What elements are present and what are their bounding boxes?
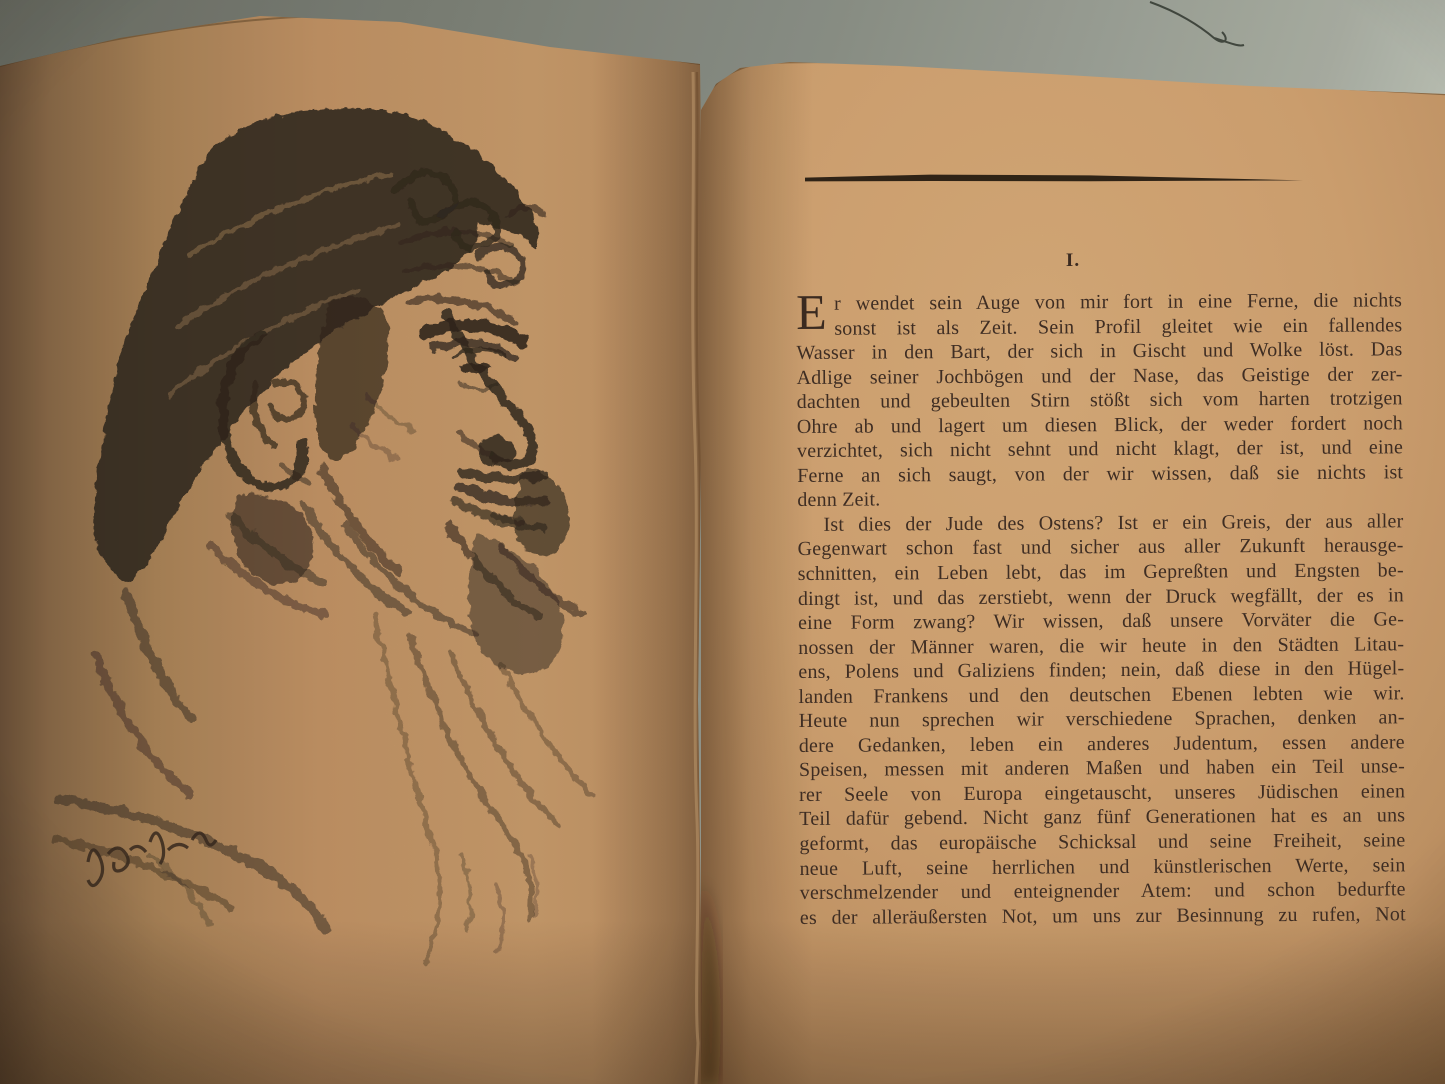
text-line: verzichtet, sich nicht sehnt und nicht klagt, der ist, und eine bbox=[796, 436, 1404, 463]
text-line: Teil dafür gebend. Nicht ganz fünf Generationen hat es an uns bbox=[799, 804, 1406, 831]
paragraph bbox=[797, 509, 1406, 930]
body-text bbox=[796, 283, 1406, 930]
text-line: Ferne an sich saugt, von der wir wissen, daß sie nichts ist bbox=[797, 461, 1404, 487]
text-line: dingt ist, und das zerstiebt, wenn der Druck wegfällt, der es in bbox=[797, 583, 1404, 610]
text-line: Ohre ab und lagert um diesen Blick, der weder fordert noch bbox=[796, 412, 1403, 438]
drop-cap: E bbox=[796, 283, 828, 341]
text-line: dachten und gebeulten Stirn stößt sich vom harten trotzigen bbox=[796, 387, 1403, 414]
text-line: rer Seele von Europa eingetauscht, unseres Jüdischen einen bbox=[799, 780, 1406, 806]
chapter-heading: I. bbox=[1065, 250, 1081, 271]
text-line: dere Gedanken, leben ein anderes Judentum, essen andere bbox=[798, 731, 1405, 757]
text-line: denn Zeit. bbox=[797, 488, 881, 512]
text-line: verschmelzender und enteignender Atem: und schon bedurfte bbox=[799, 878, 1406, 905]
text-line: sonst ist als Zeit. Sein Profil gleitet wie ein fallendes bbox=[834, 313, 1403, 340]
text-line: eine Form zwang? Wir wissen, daß unsere Vorväter die Ge- bbox=[798, 608, 1405, 635]
text-line: es der alleräußersten Not, um uns zur Besinnung zu rufen, Not bbox=[799, 902, 1406, 929]
text-line: Ist dies der Jude des Ostens? Ist er ein Greis, der aus aller bbox=[823, 510, 1404, 536]
text-line: Heute nun sprechen wir verschiedene Sprachen, denken an- bbox=[798, 706, 1405, 733]
text-line: Speisen, messen mit anderen Maßen und haben ein Teil unse- bbox=[798, 755, 1406, 782]
text-line: Adlige seiner Jochbögen und der Nase, das Geistige der zer- bbox=[796, 362, 1403, 389]
text-line: geformt, das europäische Schicksal und seine Freiheit, seine bbox=[799, 829, 1406, 856]
text-line: schnitten, ein Leben lebt, das im Gepreßten und Engsten be- bbox=[797, 559, 1404, 586]
text-line: landen Frankens und den deutschen Ebenen lebten wie wir. bbox=[798, 682, 1405, 708]
text-line: Gegenwart schon fast und sicher aus aller Zukunft herausge- bbox=[797, 534, 1404, 561]
text-line: Wasser in den Bart, der sich in Gischt und Wolke löst. Das bbox=[796, 338, 1403, 365]
text-line: nossen der Männer waren, die wir heute in den Städten Litau- bbox=[798, 632, 1405, 659]
text-line: ens, Polens und Galiziens finden; nein, daß diese in den Hügel- bbox=[798, 657, 1405, 684]
text-line: r wendet sein Auge von mir fort in eine Ferne, die nichts bbox=[834, 289, 1403, 315]
paragraph bbox=[796, 283, 1404, 513]
text-line: neue Luft, seine herrlichen und künstlerischen Werte, sein bbox=[799, 853, 1406, 880]
